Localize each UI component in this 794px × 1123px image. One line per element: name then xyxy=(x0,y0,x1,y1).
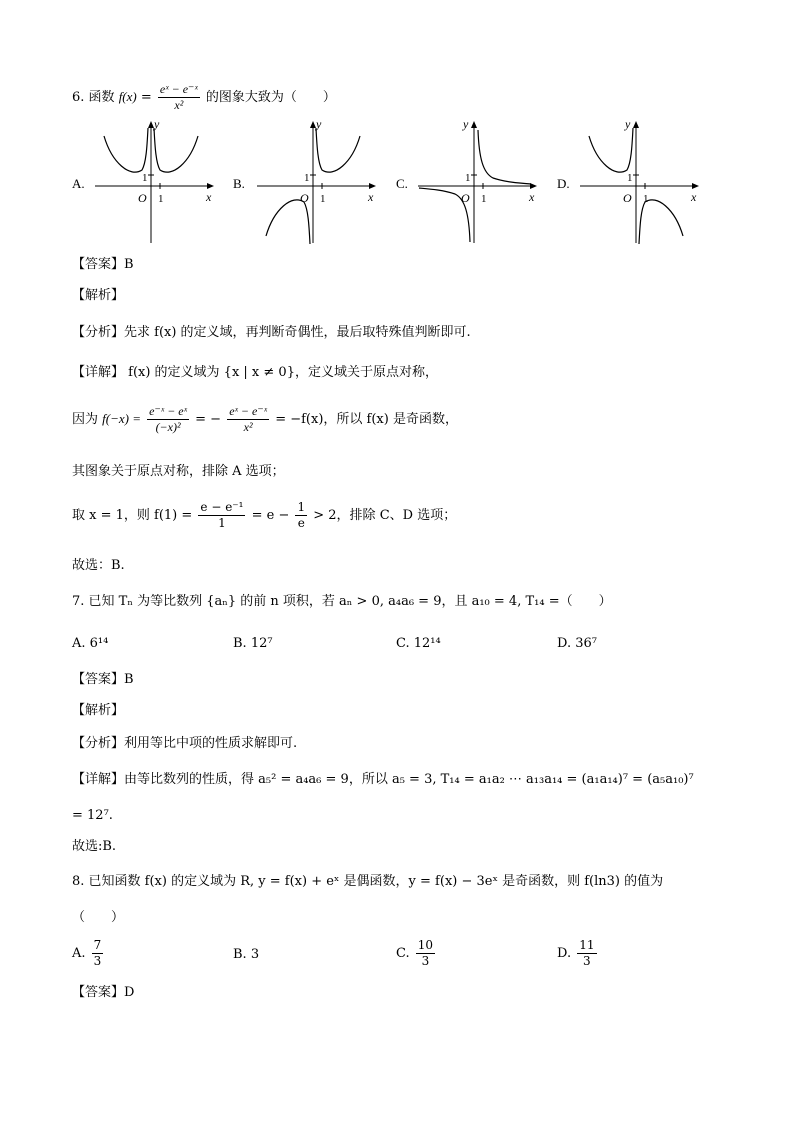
frac-den: 3 xyxy=(583,954,591,968)
graph-a-y-one: 1 xyxy=(142,172,148,184)
q7-option-d: D. 36⁷ xyxy=(557,636,597,651)
frac-num: 11 xyxy=(579,938,595,952)
frac-num: e − e⁻¹ xyxy=(200,500,244,514)
frac-num: e⁻ˣ − eˣ xyxy=(149,404,187,418)
q8-answer: 【答案】D xyxy=(72,985,135,1000)
q6-frac-den: x² xyxy=(174,98,184,112)
q6-answer: 【答案】B xyxy=(72,257,134,272)
graph-d-x-one: 1 xyxy=(643,193,649,205)
q8-option-c-label: C. xyxy=(396,946,410,961)
q6-option-c-label: C. xyxy=(396,176,408,191)
q6-detail-1: 【详解】 f(x) 的定义域为 {x | x ≠ 0}，定义域关于原点对称， xyxy=(72,365,438,380)
graph-d-y-label: y xyxy=(625,118,631,131)
q6-stem xyxy=(72,82,336,113)
q6-detail2-frac1 xyxy=(147,404,189,435)
graph-c-y-one: 1 xyxy=(465,172,471,184)
q7-option-c: C. 12¹⁴ xyxy=(396,636,441,651)
q6-choose: 故选：B. xyxy=(72,558,125,573)
q7-option-b: B. 12⁷ xyxy=(233,636,273,651)
q6-detail-3: 其图象关于原点对称，排除 A 选项； xyxy=(72,464,285,479)
frac-den: x² xyxy=(243,420,253,434)
q8-option-d-frac xyxy=(577,938,596,969)
q6-graph-a xyxy=(90,118,220,248)
q8-option-d-label: D. xyxy=(557,946,572,961)
q6-option-b-label: B. xyxy=(233,176,245,191)
q6-graph-c xyxy=(413,118,543,248)
graph-b-x-label: x xyxy=(368,190,374,204)
q6-eq: = xyxy=(140,90,152,105)
frac-den: (−x)² xyxy=(155,420,181,434)
q6-fx: f(x) xyxy=(118,89,137,104)
q6-option-d-label: D. xyxy=(557,176,570,191)
graph-b-origin: O xyxy=(300,191,309,205)
q7-detail-1: 【详解】由等比数列的性质，得 a₅² = a₄a₆ = 9，所以 a₅ = 3, T₁₄ = a₁a₂ ⋯ a₁₃a₁₄ = (a₁a₁₄)⁷ = (a₅a₁₀)⁷ xyxy=(72,772,694,787)
graph-d-origin: O xyxy=(623,191,632,205)
graph-c-origin: O xyxy=(461,191,470,205)
frac-den: e xyxy=(297,516,305,530)
q6-detail4-frac1 xyxy=(198,500,245,531)
q8-option-c xyxy=(396,938,437,969)
q6-detail-2 xyxy=(72,404,458,435)
q8-stem-1: 8. 已知函数 f(x) 的定义域为 R, y = f(x) + eˣ 是偶函数，y = f(x) − 3eˣ 是奇函数，则 f(ln3) 的值为 xyxy=(72,874,664,889)
graph-b-y-one: 1 xyxy=(304,172,310,184)
graph-b-x-one: 1 xyxy=(320,193,326,205)
q6-detail-4 xyxy=(72,500,456,531)
q8-option-a-frac xyxy=(92,938,104,969)
q6-graph-d xyxy=(575,118,705,248)
frac-num: 1 xyxy=(297,500,306,514)
q6-detail2-post: = −f(x)，所以 f(x) 是奇函数， xyxy=(275,412,458,427)
q8-option-c-frac xyxy=(416,938,435,969)
q6-detail2-f: f(−x) = xyxy=(102,411,141,426)
q7-choose: 故选:B. xyxy=(72,839,117,854)
q6-fraction xyxy=(158,82,200,113)
frac-num: eˣ − e⁻ˣ xyxy=(229,404,268,418)
q8-option-a xyxy=(72,938,105,969)
q6-detail4-mid: = e − xyxy=(251,508,290,523)
frac-num: 10 xyxy=(417,938,434,952)
frac-den: 3 xyxy=(93,954,102,968)
q6-analysis-heading: 【解析】 xyxy=(72,288,125,303)
q6-frac-num: eˣ − e⁻ˣ xyxy=(159,82,198,96)
q7-analysis-heading: 【解析】 xyxy=(72,703,125,718)
q6-detail2-pre: 因为 xyxy=(72,412,99,427)
q6-detail4-frac2 xyxy=(295,500,307,531)
q6-detail4-pre: 取 x = 1，则 f(1) = xyxy=(72,508,193,523)
q7-option-a: A. 6¹⁴ xyxy=(72,636,109,651)
graph-a-origin: O xyxy=(138,191,147,205)
graph-c-y-label: y xyxy=(463,118,469,131)
graph-c-x-one: 1 xyxy=(481,193,487,205)
frac-den: 3 xyxy=(421,954,430,968)
q6-option-a-label: A. xyxy=(72,176,85,191)
graph-a-y-label: y xyxy=(154,118,160,131)
graph-a-x-one: 1 xyxy=(158,193,164,205)
q7-detail-2: = 12⁷. xyxy=(72,808,113,823)
q6-fenxi: 【分析】先求 f(x) 的定义域，再判断奇偶性，最后取特殊值判断即可. xyxy=(72,325,471,340)
q8-option-d xyxy=(557,938,599,969)
graph-c-x-label: x xyxy=(529,190,535,204)
graph-d-y-one: 1 xyxy=(627,172,633,184)
graph-b-y-label: y xyxy=(316,118,322,131)
q6-graph-b xyxy=(252,118,382,248)
q6-stem-post: 的图象大致为（ ） xyxy=(205,90,336,105)
q6-number: 6. 函数 xyxy=(72,90,115,105)
q8-stem-2: （ ） xyxy=(72,910,125,925)
q6-detail4-post: > 2，排除 C、D 选项； xyxy=(313,508,457,523)
q6-detail2-frac2 xyxy=(227,404,269,435)
q7-stem: 7. 已知 Tₙ 为等比数列 {aₙ} 的前 n 项积，若 aₙ > 0, a₄a₆ = 9，且 a₁₀ = 4, T₁₄ =（ ） xyxy=(72,594,612,609)
q8-option-b: B. 3 xyxy=(233,947,260,962)
q7-answer: 【答案】B xyxy=(72,672,134,687)
graph-d-x-label: x xyxy=(691,190,697,204)
frac-num: 7 xyxy=(93,938,102,952)
q8-option-a-label: A. xyxy=(72,946,86,961)
q6-detail2-mid: = − xyxy=(195,412,222,427)
graph-a-x-label: x xyxy=(206,190,212,204)
frac-den: 1 xyxy=(218,516,226,530)
q7-fenxi: 【分析】利用等比中项的性质求解即可. xyxy=(72,736,298,751)
